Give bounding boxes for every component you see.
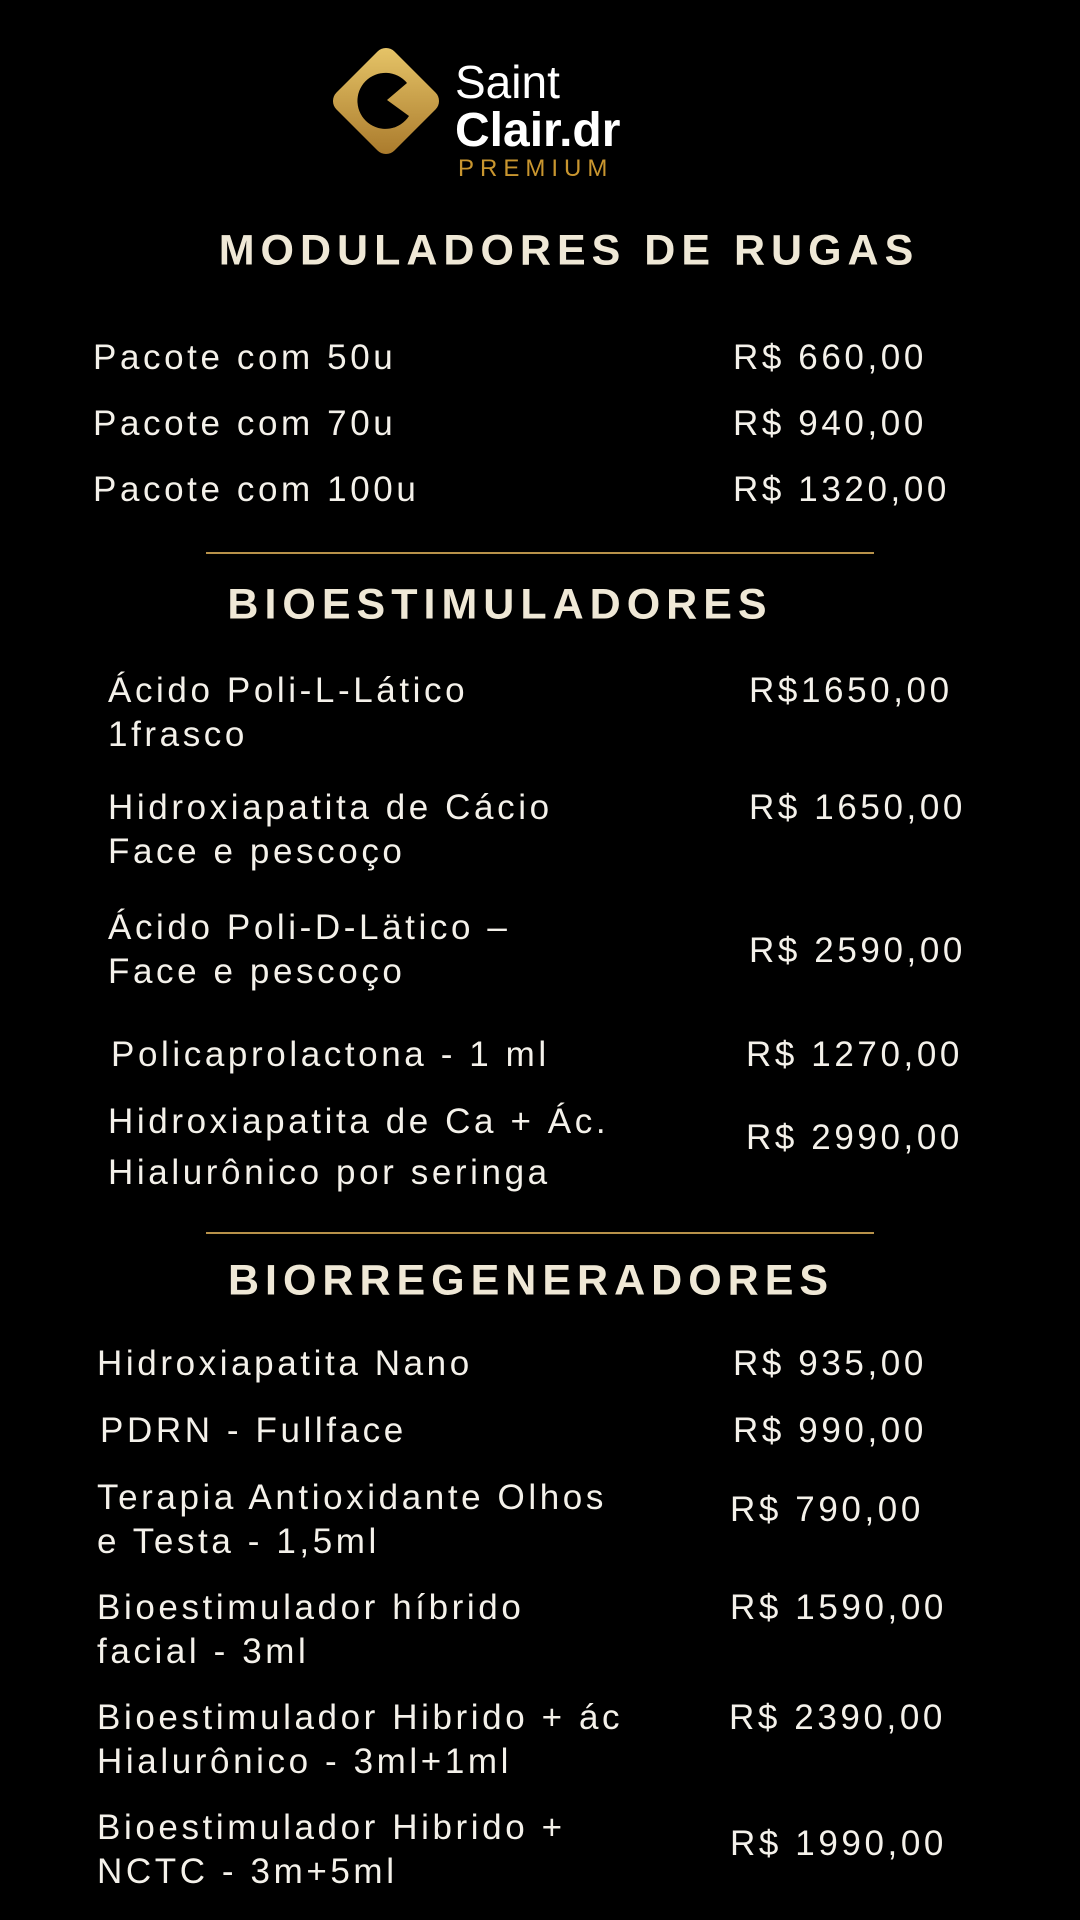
item-name: Ácido Poli-D-Lätico – <box>108 908 511 947</box>
item-name: NCTC - 3m+5ml <box>97 1852 398 1891</box>
item-name: facial - 3ml <box>97 1632 310 1671</box>
section-title: BIORREGENERADORES <box>227 1256 835 1305</box>
item-price: R$ 1590,00 <box>730 1588 947 1627</box>
item-price: R$ 660,00 <box>733 338 927 377</box>
item-price: R$ 1990,00 <box>730 1824 947 1863</box>
item-name: Bioestimulador híbrido <box>97 1588 525 1627</box>
item-name: Face e pescoço <box>108 832 406 871</box>
svg-text:PREMIUM: PREMIUM <box>458 155 614 180</box>
brand-logo <box>325 40 655 180</box>
item-name: Hialurônico - 3ml+1ml <box>97 1742 513 1781</box>
item-price: R$ 2590,00 <box>749 931 966 970</box>
item-name: Face e pescoço <box>108 952 406 991</box>
section-title: BIOESTIMULADORES <box>227 580 773 629</box>
svg-text:Saint: Saint <box>455 56 560 108</box>
item-name: Ácido Poli-L-Lático <box>108 671 469 710</box>
item-name: 1frasco <box>108 715 248 754</box>
item-name: Bioestimulador Hibrido + <box>97 1808 566 1847</box>
item-name: Hidroxiapatita Nano <box>97 1344 473 1383</box>
item-price: R$ 1650,00 <box>749 788 966 827</box>
item-name: e Testa - 1,5ml <box>97 1522 380 1561</box>
item-price: R$ 1320,00 <box>733 470 950 509</box>
item-name: Hialurônico por seringa <box>108 1153 551 1192</box>
item-name: Pacote com 50u <box>93 338 397 377</box>
item-price: R$ 935,00 <box>733 1344 927 1383</box>
item-price: R$ 2390,00 <box>729 1698 946 1737</box>
logo-mark-icon <box>325 40 655 180</box>
item-price: R$ 990,00 <box>733 1411 927 1450</box>
item-name: Hidroxiapatita de Ca + Ác. <box>108 1102 610 1141</box>
item-name: Terapia Antioxidante Olhos <box>97 1478 607 1517</box>
item-name: PDRN - Fullface <box>100 1411 407 1450</box>
section-title: MODULADORES DE RUGAS <box>218 226 920 275</box>
item-name: Hidroxiapatita de Cácio <box>108 788 553 827</box>
item-price: R$ 2990,00 <box>746 1118 963 1157</box>
item-price: R$1650,00 <box>749 671 953 710</box>
item-name: Pacote com 70u <box>93 404 397 443</box>
divider <box>206 552 874 554</box>
item-price: R$ 940,00 <box>733 404 927 443</box>
svg-text:Clair.dr: Clair.dr <box>455 104 621 157</box>
item-price: R$ 790,00 <box>730 1490 924 1529</box>
divider <box>206 1232 874 1234</box>
item-name: Pacote com 100u <box>93 470 420 509</box>
item-price: R$ 1270,00 <box>746 1035 963 1074</box>
item-name: Policaprolactona - 1 ml <box>111 1035 550 1074</box>
item-name: Bioestimulador Hibrido + ác <box>97 1698 624 1737</box>
